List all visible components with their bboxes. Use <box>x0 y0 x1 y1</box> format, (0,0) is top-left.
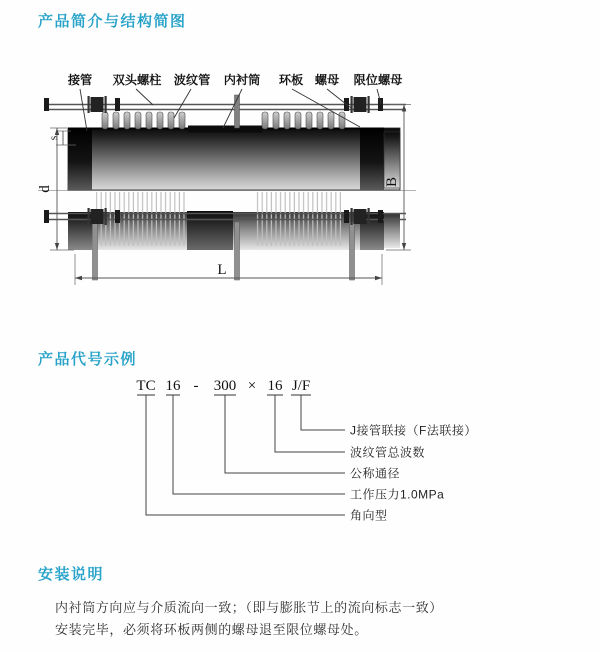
part-label-stud: 双头螺柱 <box>112 73 162 87</box>
callout-diameter: 公称通径 <box>350 466 401 481</box>
code-token-pressure: 16 <box>165 378 181 394</box>
dim-label-B: B <box>384 176 400 188</box>
part-label-ring-plate: 环板 <box>278 73 304 87</box>
code-example-diagram <box>130 374 530 526</box>
callout-connection: J接管联接（F法联接） <box>350 423 477 438</box>
install-note-line1: 内衬筒方向应与介质流向一致；（即与膨胀节上的流向标志一致） <box>55 600 443 615</box>
code-token-connect: J/F <box>291 378 311 394</box>
code-token-diameter: 300 <box>213 378 237 394</box>
code-token-times: × <box>247 378 257 394</box>
limit-nut <box>378 98 383 111</box>
code-token-waves: 16 <box>267 378 283 394</box>
dim-L <box>75 254 382 285</box>
part-label-limit-nut: 限位螺母 <box>353 73 403 87</box>
dim-label-L: L <box>217 262 227 278</box>
part-label-bellows: 波纹管 <box>173 73 211 87</box>
part-label-pipe-end: 接管 <box>67 73 93 87</box>
callout-pressure: 工作压力1.0MPa <box>350 487 445 502</box>
section-title-install: 安装说明 <box>38 566 105 583</box>
callout-lines <box>146 395 345 515</box>
left-ring-plate <box>68 128 92 190</box>
section-title-intro: 产品简介与结构简图 <box>38 13 187 30</box>
callout-wave-count: 波纹管总波数 <box>350 445 426 460</box>
structure-diagram <box>30 62 470 312</box>
callout-type: 角向型 <box>350 508 388 523</box>
inner-liner-edge <box>188 126 262 133</box>
code-token-dash: - <box>193 378 199 394</box>
part-label-nut: 螺母 <box>314 73 340 87</box>
dim-label-s: s <box>48 135 60 141</box>
section-title-code: 产品代号示例 <box>38 351 138 368</box>
dim-label-d: d <box>37 185 53 193</box>
expansion-joint-body <box>68 126 400 191</box>
install-note-line2: 安装完毕，必须将环板两侧的螺母退至限位螺母处。 <box>55 622 368 637</box>
right-ring-plate <box>360 128 384 190</box>
code-token-type: TC <box>136 378 156 394</box>
part-label-inner-liner: 内衬筒 <box>223 73 261 87</box>
